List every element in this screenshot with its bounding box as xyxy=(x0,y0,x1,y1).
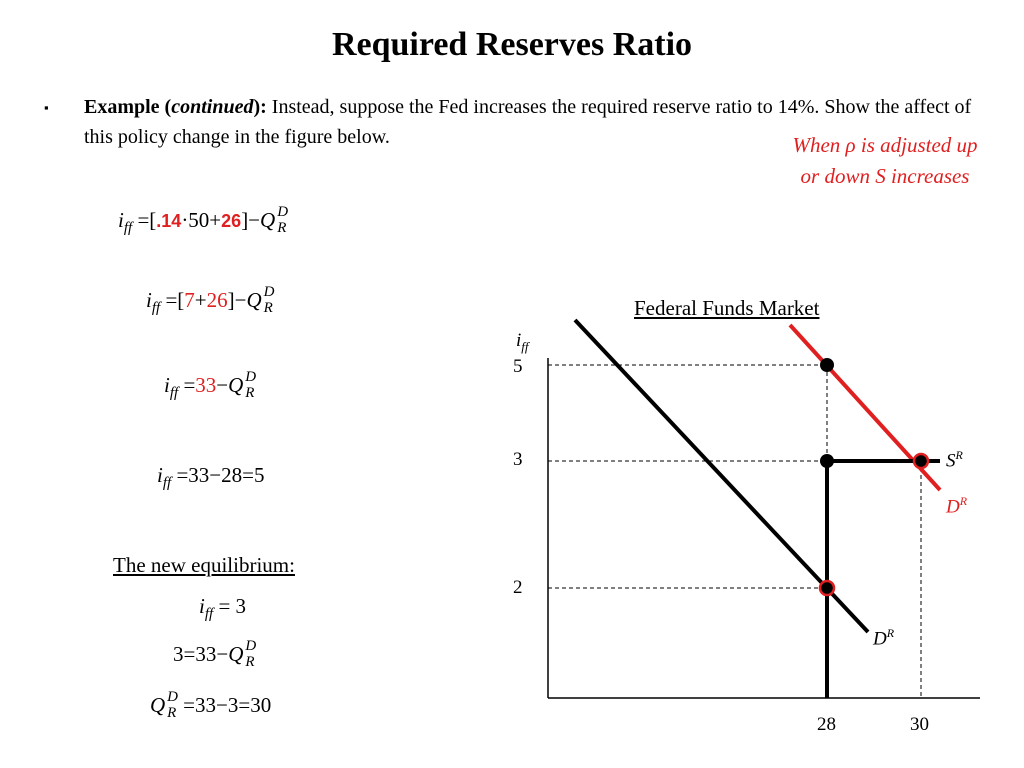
eq3-pre: = xyxy=(183,373,196,397)
x-tick-30: 30 xyxy=(910,714,929,735)
eq2-q: Q xyxy=(246,288,262,312)
eq4-rest: =33−28=5 xyxy=(176,463,265,487)
eq1-red2: 26 xyxy=(221,211,242,231)
eq6-pre: 3=33− xyxy=(173,642,229,666)
old-demand-letter: D xyxy=(873,628,887,650)
point-30-3 xyxy=(914,454,928,468)
eq6-q-sup: D xyxy=(245,638,257,655)
eq1-sub: ff xyxy=(123,220,133,237)
bullet-marker: ▪ xyxy=(44,100,49,115)
bullet-body: Instead, suppose the Fed increases the required reserve ratio to 14%. Show the affect of this policy change in the figure below. xyxy=(84,96,972,148)
eq2-q-sub: R xyxy=(263,300,273,317)
eq3-q-sub: R xyxy=(245,385,255,402)
eq7-q-sub: R xyxy=(167,705,177,722)
eq3-q-sup: D xyxy=(245,369,257,386)
bullet-lead-italic: continued xyxy=(171,96,254,118)
bullet-lead-close: ): xyxy=(253,96,267,118)
eq7-q-sup: D xyxy=(167,689,179,706)
new-demand-label xyxy=(946,494,967,518)
eq3-i: i xyxy=(164,373,170,397)
y-axis-i: i xyxy=(516,330,522,351)
eq2-q-sup: D xyxy=(263,284,275,301)
eq1-pre: =[ xyxy=(137,208,157,232)
eq1-q-sup: D xyxy=(277,204,289,221)
eq2-post: ]− xyxy=(227,288,247,312)
market-title: Federal Funds Market xyxy=(634,296,820,320)
eq2-pre: =[ xyxy=(165,288,185,312)
eq4-sub: ff xyxy=(162,475,172,492)
eq1-i: i xyxy=(118,208,124,232)
y-tick-2: 2 xyxy=(513,577,523,598)
eq2-sub: ff xyxy=(151,300,161,317)
point-28-2 xyxy=(820,581,834,595)
eq2-red2: 26 xyxy=(206,288,228,312)
y-axis-sub: ff xyxy=(521,338,529,354)
eq2-mid: + xyxy=(194,288,207,312)
point-28-3 xyxy=(820,454,834,468)
eq3-red1: 33 xyxy=(195,373,217,397)
eq5-i: i xyxy=(199,594,205,618)
bullet-lead: Example ( xyxy=(84,96,172,118)
eq5-rest: = 3 xyxy=(218,594,247,618)
y-axis-label xyxy=(516,330,529,355)
eq1-mid: ·50+ xyxy=(181,208,222,232)
slide-title: Required Reserves Ratio xyxy=(331,26,693,63)
old-demand-label xyxy=(873,626,894,650)
eq6-q: Q xyxy=(228,642,244,666)
new-demand-letter: D xyxy=(946,496,960,518)
y-tick-5: 5 xyxy=(513,356,523,377)
eq2-i: i xyxy=(146,288,152,312)
supply-sup: R xyxy=(955,448,963,462)
eq3-post: − xyxy=(216,373,229,397)
point-28-5 xyxy=(820,358,834,372)
eq3-sub: ff xyxy=(169,385,179,402)
y-tick-3: 3 xyxy=(513,449,523,470)
eq4-i: i xyxy=(157,463,163,487)
eq1-post: ]− xyxy=(241,208,261,232)
old-demand-sup: R xyxy=(886,626,895,640)
eq3-q: Q xyxy=(228,373,244,397)
new-demand-sup: R xyxy=(959,494,968,508)
supply-letter: S xyxy=(946,450,956,472)
x-tick-28: 28 xyxy=(817,714,836,735)
eq7-q: Q xyxy=(150,693,166,717)
eq1-q-sub: R xyxy=(277,220,287,237)
eq1-q: Q xyxy=(260,208,276,232)
new-equilibrium-label: The new equilibrium: xyxy=(113,553,295,577)
eq1-red1: .14 xyxy=(156,211,182,231)
eq6-q-sub: R xyxy=(245,654,255,671)
eq7-rest: =33−3=30 xyxy=(183,693,272,717)
supply-label xyxy=(946,448,963,472)
eq2-red1: 7 xyxy=(184,288,195,312)
eq5-sub: ff xyxy=(204,606,214,623)
note-red: When ρ is adjusted up or down S increases xyxy=(792,133,978,188)
